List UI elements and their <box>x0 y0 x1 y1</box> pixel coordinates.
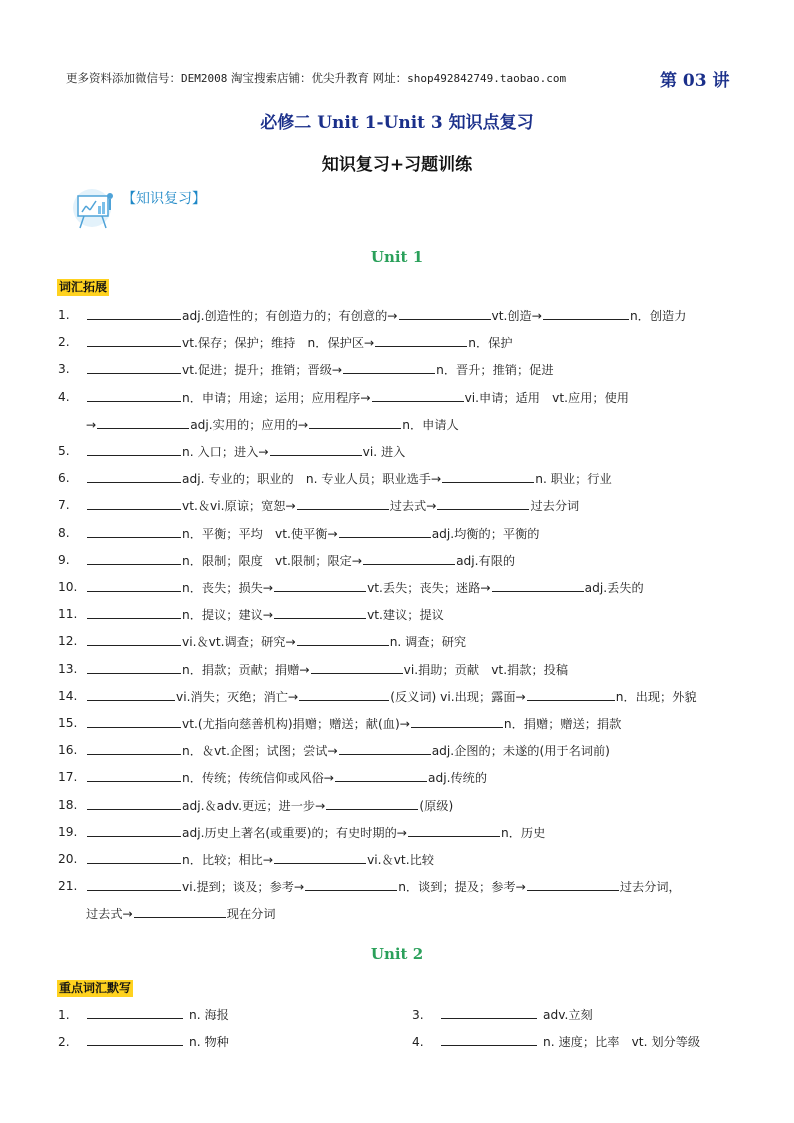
item-text <box>86 632 466 651</box>
vocab-item <box>58 1005 229 1024</box>
item-definition: adj.丢失的 <box>584 581 644 595</box>
item-definition: vt.创造→ <box>491 309 542 323</box>
item-number: 11. <box>58 607 78 622</box>
answer-blank[interactable] <box>441 1032 537 1046</box>
item-definition: vi.＆vt.比较 <box>367 853 434 867</box>
answer-blank[interactable] <box>408 823 500 837</box>
header-wechat-label: 更多资料添加微信号： <box>66 71 181 85</box>
item-text <box>86 904 276 923</box>
item-definition: vt.＆vi.原谅；宽恕→ <box>182 499 296 514</box>
item-definition: adj.创造性的；有创造力的；有创意的→ <box>182 309 398 323</box>
item-definition: n．谈到；提及；参考→ <box>398 880 526 895</box>
item-definition: 现在分词 <box>226 907 276 922</box>
item-text <box>86 415 459 434</box>
answer-blank[interactable] <box>134 904 226 918</box>
item-definition: adj. 专业的；职业的 n. 专业人员；职业选手→ <box>182 472 442 487</box>
item-text <box>86 551 515 570</box>
item-number: 20. <box>58 852 78 866</box>
item-definition: n．平衡；平均 vt.使平衡→ <box>182 526 338 541</box>
unit2-heading: Unit 2 <box>370 945 424 963</box>
item-definition: n. 海报 <box>189 1008 229 1022</box>
answer-blank[interactable] <box>87 1032 183 1046</box>
answer-blank[interactable] <box>326 796 418 810</box>
answer-blank[interactable] <box>97 415 189 429</box>
answer-blank[interactable] <box>87 714 181 728</box>
vocab-item <box>58 1032 229 1051</box>
item-definition: vt.丢失；丧失；迷路→ <box>367 581 491 595</box>
item-definition: adj.有限的 <box>456 553 516 568</box>
answer-blank[interactable] <box>339 524 431 538</box>
item-text <box>86 877 681 896</box>
unit1-heading: Unit 1 <box>370 248 424 266</box>
vocab-item <box>412 1032 700 1051</box>
unit1-section-tag: 词汇拓展 <box>59 280 108 294</box>
answer-blank[interactable] <box>437 496 529 510</box>
answer-blank[interactable] <box>87 768 181 782</box>
item-definition: vi.消失；灭绝；消亡→ <box>176 689 299 704</box>
item-definition: 过去分词 <box>530 499 580 514</box>
item-number: 2. <box>58 1035 70 1049</box>
answer-blank[interactable] <box>441 1005 537 1019</box>
answer-blank[interactable] <box>87 741 181 755</box>
answer-blank[interactable] <box>87 687 175 701</box>
item-text <box>86 687 697 706</box>
answer-blank[interactable] <box>274 850 366 864</box>
item-text <box>86 850 434 869</box>
item-number: 7. <box>58 498 70 513</box>
item-definition: 过去式→ <box>389 499 437 514</box>
header-wechat-id: DEM2008 <box>181 72 228 85</box>
item-definition: (原级) <box>419 798 454 813</box>
answer-blank[interactable] <box>343 360 435 374</box>
item-number: 3. <box>412 1008 424 1022</box>
answer-blank[interactable] <box>87 306 181 320</box>
page-subtitle: 知识复习+习题训练 <box>321 155 473 175</box>
item-definition: n．提议；建议→ <box>182 608 274 623</box>
item-number: 3. <box>58 362 70 377</box>
item-definition: vi. 进入 <box>362 445 406 459</box>
item-text <box>86 768 487 787</box>
item-definition: vt.建议；提议 <box>367 608 444 623</box>
answer-blank[interactable] <box>87 632 181 646</box>
answer-blank[interactable] <box>87 605 181 619</box>
presentation-board-icon <box>72 184 116 230</box>
item-text <box>86 496 579 515</box>
item-number: 15. <box>58 716 78 730</box>
item-definition: 过去式→ <box>86 907 133 922</box>
item-text <box>86 388 629 407</box>
header-info <box>66 70 566 86</box>
item-number: 13. <box>58 661 78 676</box>
item-definition: n．保护 <box>468 336 513 351</box>
item-definition: n．申请；用途；运用；应用程序→ <box>182 390 371 405</box>
item-text <box>86 578 644 597</box>
answer-blank[interactable] <box>297 496 389 510</box>
answer-blank[interactable] <box>87 877 181 891</box>
answer-blank[interactable] <box>311 660 403 674</box>
header-url[interactable]: shop492842749.taobao.com <box>407 72 567 85</box>
answer-blank[interactable] <box>372 388 464 402</box>
answer-blank[interactable] <box>87 388 181 402</box>
item-text <box>86 360 554 379</box>
item-number: 16. <box>58 743 78 758</box>
item-definition: 过去分词， <box>619 880 681 895</box>
item-text <box>86 741 610 760</box>
answer-blank[interactable] <box>399 306 491 320</box>
answer-blank[interactable] <box>305 877 397 891</box>
answer-blank[interactable] <box>87 524 181 538</box>
item-definition: n．申请人 <box>402 417 459 432</box>
unit2-section-tag: 重点词汇默写 <box>59 981 132 995</box>
answer-blank[interactable] <box>87 496 181 510</box>
answer-blank[interactable] <box>87 442 181 456</box>
item-definition: n. 物种 <box>189 1035 229 1049</box>
item-definition: adj.历史上著名(或重要)的；有史时期的→ <box>182 825 407 840</box>
item-definition: vi.申请；适用 vt.应用；使用 <box>464 390 629 405</box>
answer-blank[interactable] <box>527 687 615 701</box>
answer-blank[interactable] <box>87 333 181 347</box>
item-definition: n．历史 <box>501 825 546 840</box>
item-definition: adv.立刻 <box>543 1008 593 1022</box>
item-number: 8. <box>58 525 70 540</box>
item-definition: n．＆vt.企图；试图；尝试→ <box>182 744 338 759</box>
item-number: 5. <box>58 444 70 458</box>
answer-blank[interactable] <box>527 877 619 891</box>
item-definition: vt.保存；保护；维持 n．保护区→ <box>182 336 375 351</box>
item-number: 4. <box>58 389 70 404</box>
item-definition: n. 调查；研究 <box>389 635 467 650</box>
item-definition: vi.捐助；贡献 vt.捐款；投稿 <box>403 662 569 677</box>
answer-blank[interactable] <box>87 796 181 810</box>
item-text <box>86 714 621 733</box>
answer-blank[interactable] <box>87 469 181 483</box>
item-text <box>86 524 539 543</box>
item-number: 14. <box>58 688 78 703</box>
item-number: 10. <box>58 580 78 594</box>
item-text <box>86 605 444 624</box>
item-definition: adj.企图的；未遂的(用于名词前) <box>431 744 610 759</box>
answer-blank[interactable] <box>492 578 584 592</box>
item-definition: adj.均衡的；平衡的 <box>431 526 540 541</box>
item-definition: adj.传统的 <box>428 771 488 786</box>
item-definition: adj.实用的；应用的→ <box>190 417 309 432</box>
answer-blank[interactable] <box>87 1005 183 1019</box>
item-definition: n．传统；传统信仰或风俗→ <box>182 771 334 786</box>
answer-blank[interactable] <box>87 850 181 864</box>
item-definition: n．限制；限度 vt.限制；限定→ <box>182 553 363 568</box>
answer-blank[interactable] <box>274 578 366 592</box>
item-definition: n．创造力 <box>629 309 687 323</box>
answer-blank[interactable] <box>297 632 389 646</box>
item-definition: n. 职业；行业 <box>535 472 612 487</box>
item-definition: n. 速度；比率 vt. 划分等级 <box>543 1035 701 1049</box>
item-definition: vt.(尤指向慈善机构)捐赠；赠送；献(血)→ <box>182 717 410 731</box>
item-definition: (反义词) vi.出现；露面→ <box>390 689 526 704</box>
answer-blank[interactable] <box>309 415 401 429</box>
item-number: 21. <box>58 879 78 894</box>
item-definition: n．出现；外貌 <box>615 689 697 704</box>
answer-blank[interactable] <box>375 333 467 347</box>
answer-blank[interactable] <box>442 469 534 483</box>
item-text <box>86 333 513 352</box>
item-definition: n．比较；相比→ <box>182 853 274 867</box>
page-title: 必修二 Unit 1-Unit 3 知识点复习 <box>260 113 534 133</box>
item-text <box>86 306 686 325</box>
answer-blank[interactable] <box>299 687 389 701</box>
vocab-item <box>412 1005 593 1024</box>
item-number: 1. <box>58 308 70 322</box>
item-definition: n．丧失；损失→ <box>182 581 274 595</box>
item-text <box>86 469 612 488</box>
item-definition: n．捐赠；赠送；捐款 <box>503 717 622 731</box>
item-number: 4. <box>412 1035 424 1049</box>
answer-blank[interactable] <box>339 741 431 755</box>
item-text <box>86 823 545 842</box>
answer-blank[interactable] <box>87 660 181 674</box>
header-shop-label: 淘宝搜索店铺：优尖升教育 网址： <box>227 71 408 85</box>
item-definition: vt.促进；提升；推销；晋级→ <box>182 363 343 378</box>
item-number: 17. <box>58 770 78 785</box>
answer-blank[interactable] <box>335 768 427 782</box>
item-number: 6. <box>58 471 70 486</box>
answer-blank[interactable] <box>270 442 362 456</box>
answer-blank[interactable] <box>87 551 181 565</box>
item-definition: n．捐款；贡献；捐赠→ <box>182 662 310 677</box>
answer-blank[interactable] <box>543 306 629 320</box>
answer-blank[interactable] <box>274 605 366 619</box>
page-header <box>66 66 746 90</box>
item-definition: adj.＆adv.更远；进一步→ <box>182 798 326 813</box>
item-definition: n．晋升；推销；促进 <box>436 363 554 378</box>
item-number: 2. <box>58 335 70 350</box>
answer-blank[interactable] <box>411 714 503 728</box>
item-text <box>86 796 453 815</box>
section-badge: 【知识复习】 <box>122 191 206 207</box>
item-text <box>86 442 405 461</box>
item-number: 18. <box>58 797 78 812</box>
item-number: 1. <box>58 1008 70 1022</box>
item-definition: n. 入口；进入→ <box>182 445 269 459</box>
item-text <box>86 660 568 679</box>
answer-blank[interactable] <box>87 360 181 374</box>
answer-blank[interactable] <box>87 578 181 592</box>
item-number: 19. <box>58 824 78 839</box>
answer-blank[interactable] <box>87 823 181 837</box>
lecture-number: 第 03 讲 <box>660 71 730 91</box>
answer-blank[interactable] <box>363 551 455 565</box>
item-number: 12. <box>58 634 78 649</box>
item-definition: vi.提到；谈及；参考→ <box>182 880 305 895</box>
item-number: 9. <box>58 552 70 567</box>
item-definition: → <box>86 417 97 432</box>
item-definition: vi.＆vt.调查；研究→ <box>182 635 296 650</box>
